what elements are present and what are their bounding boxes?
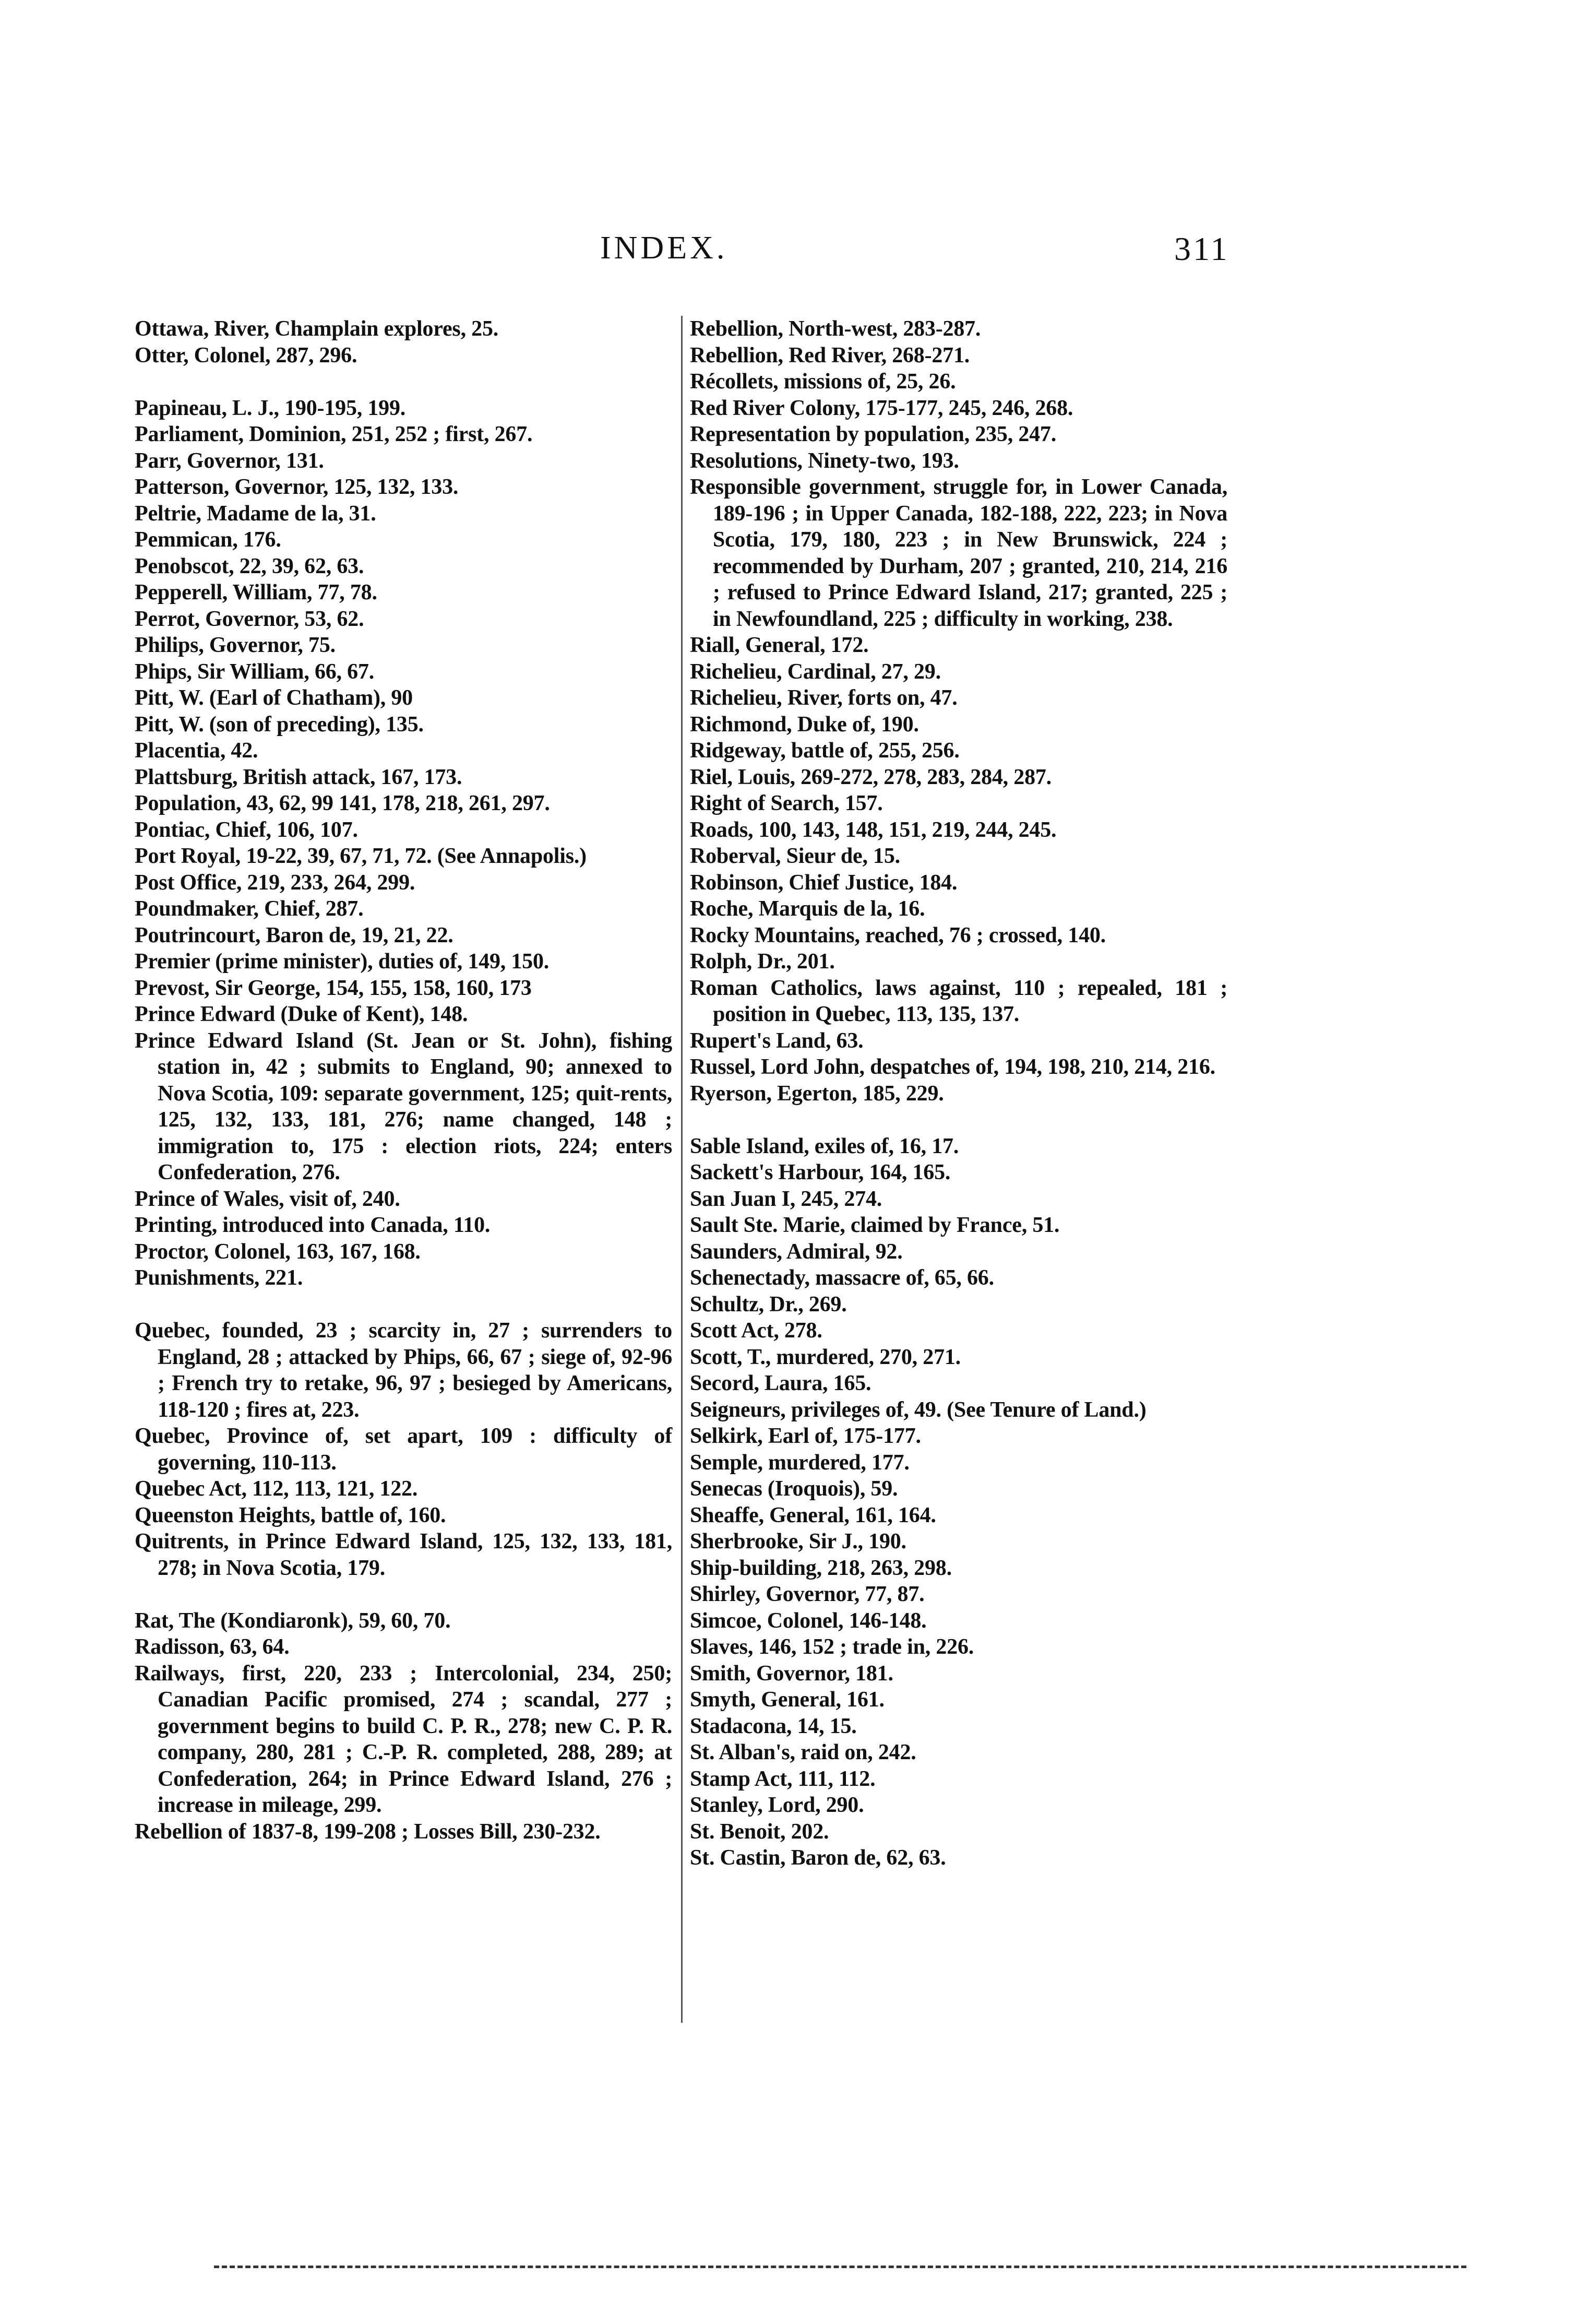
index-entry: Plattsburg, British attack, 167, 173. [135,765,462,789]
index-entry: Semple, murdered, 177. [690,1450,910,1475]
footer-rule [214,2266,1466,2268]
index-entry: Sault Ste. Marie, claimed by France, 51. [690,1213,1060,1237]
index-entry: Smith, Governor, 181. [690,1661,893,1686]
index-entry: Secord, Laura, 165. [690,1371,871,1395]
index-column-left [135,316,672,1845]
index-entry: Rebellion, Red River, 268-271. [690,343,970,367]
index-entry: St. Alban's, raid on, 242. [690,1740,916,1764]
index-entry: Placentia, 42. [135,739,258,763]
index-entry: Russel, Lord John, despatches of, 194, 198, 210, 214, 216. [690,1055,1215,1079]
index-entry: Sheaffe, General, 161, 164. [690,1503,936,1527]
index-entry: Rat, The (Kondiaronk), 59, 60, 70. [135,1608,451,1633]
index-entry: Ridgeway, battle of, 255, 256. [690,739,960,763]
index-entry: Rocky Mountains, reached, 76 ; crossed, 140. [690,923,1106,947]
index-entry: Selkirk, Earl of, 175-177. [690,1424,921,1448]
index-entry: Pontiac, Chief, 106, 107. [135,817,358,842]
index-entry: San Juan I, 245, 274. [690,1187,882,1211]
page-header [0,230,1588,277]
index-entry: Richmond, Duke of, 190. [690,712,919,737]
index-entry: Prince Edward Island (St. Jean or St. John), fishing station in, 42 ; submits to England, 90; annexed to Nova Scotia, 109: separate government, 125; quit-rents, 125, 132, 133, 181, 276; name changed, 148 ; immigration to, 175 : election riots, 224; enters Confederation, 276. [135,1028,672,1184]
index-entry: Poutrincourt, Baron de, 19, 21, 22. [135,923,453,947]
index-entry: Roman Catholics, laws against, 110 ; repealed, 181 ; position in Quebec, 113, 135, 137. [690,976,1227,1026]
index-entry: Rupert's Land, 63. [690,1028,864,1053]
index-entry: Seigneurs, privileges of, 49. (See Tenure of Land.) [690,1397,1147,1422]
index-entry: Roads, 100, 143, 148, 151, 219, 244, 245. [690,817,1057,842]
index-entry: Pemmican, 176. [135,528,281,552]
index-entry: Roche, Marquis de la, 16. [690,897,925,921]
index-entry: Roberval, Sieur de, 15. [690,844,900,868]
index-entry: Parr, Governor, 131. [135,448,324,473]
index-entry: Responsible government, struggle for, in Lower Canada, 189-196 ; in Upper Canada, 182-188, 222, 223; in Nova Scotia, 179, 180, 223 ; in New Brunswick, 224 ; recommended by Durham, 207 ; granted, 210, 214, 216 ; refused to Prince Edward Island, 217; granted, 225 ; in Newfoundland, 225 ; difficulty in working, 238. [690,475,1227,631]
index-entry: Quebec, Province of, set apart, 109 : difficulty of governing, 110-113. [135,1424,672,1475]
index-entry: Schenectady, massacre of, 65, 66. [690,1266,994,1290]
index-entry: Penobscot, 22, 39, 62, 63. [135,554,364,578]
index-entry: St. Benoit, 202. [690,1819,829,1844]
index-entry: Philips, Governor, 75. [135,633,336,657]
index-entry: Resolutions, Ninety-two, 193. [690,448,959,473]
index-entry: Proctor, Colonel, 163, 167, 168. [135,1239,421,1264]
index-entry: Peltrie, Madame de la, 31. [135,501,376,526]
index-entry: Railways, first, 220, 233 ; Intercolonial, 234, 250; Canadian Pacific promised, 274 ; scandal, 277 ; government begins to build C. P. R., 278; new C. P. R. company, 280, 281 ; C.-P. R. completed, 288, 289; at Confederation, 264; in Prince Edward Island, 276 ; increase in mileage, 299. [135,1661,672,1817]
index-entry: Rebellion of 1837-8, 199-208 ; Losses Bill, 230-232. [135,1819,601,1844]
index-entry: Schultz, Dr., 269. [690,1292,847,1317]
index-entry: Robinson, Chief Justice, 184. [690,870,958,895]
index-entry: Stadacona, 14, 15. [690,1714,857,1738]
index-entry: Quebec, founded, 23 ; scarcity in, 27 ; surrenders to England, 28 ; attacked by Phips, 66, 67 ; siege of, 92-96 ; French try to retake, 96, 97 ; besieged by Americans, 118-120 ; fires at, 223. [135,1319,672,1422]
index-entry: Port Royal, 19-22, 39, 67, 71, 72. (See Annapolis.) [135,844,587,868]
index-entry: Right of Search, 157. [690,791,883,815]
index-entry: Prince Edward (Duke of Kent), 148. [135,1002,468,1026]
index-entry: Sackett's Harbour, 164, 165. [690,1160,951,1184]
index-entry: Sable Island, exiles of, 16, 17. [690,1134,959,1158]
index-entry: Riel, Louis, 269-272, 278, 283, 284, 287. [690,765,1052,789]
index-entry: Slaves, 146, 152 ; trade in, 226. [690,1635,974,1659]
index-entry: Representation by population, 235, 247. [690,422,1057,446]
index-entry: Richelieu, River, forts on, 47. [690,686,958,710]
index-entry: Scott, T., murdered, 270, 271. [690,1345,961,1369]
index-entry: Shirley, Governor, 77, 87. [690,1582,925,1606]
index-entry: Rolph, Dr., 201. [690,950,835,974]
index-entry: Riall, General, 172. [690,633,869,657]
page-number: 311 [1174,230,1229,267]
index-entry: Sherbrooke, Sir J., 190. [690,1529,906,1554]
index-entry: Red River Colony, 175-177, 245, 246, 268. [690,396,1073,420]
index-entry: Queenston Heights, battle of, 160. [135,1503,446,1527]
index-entry: Printing, introduced into Canada, 110. [135,1213,491,1237]
index-entry: Quitrents, in Prince Edward Island, 125, 132, 133, 181, 278; in Nova Scotia, 179. [135,1529,672,1580]
index-entry: Pitt, W. (son of preceding), 135. [135,712,424,737]
index-entry: Récollets, missions of, 25, 26. [690,370,956,394]
index-entry: Stamp Act, 111, 112. [690,1766,876,1791]
index-entry: Population, 43, 62, 99 141, 178, 218, 261, 297. [135,791,550,815]
index-entry: Phips, Sir William, 66, 67. [135,659,375,684]
index-column-right [690,316,1227,1871]
index-entry: Smyth, General, 161. [690,1688,885,1712]
index-entry: Stanley, Lord, 290. [690,1793,864,1817]
index-entry: Prevost, Sir George, 154, 155, 158, 160, 173 [135,976,532,1000]
running-title: INDEX. [600,230,728,266]
index-entry: Prince of Wales, visit of, 240. [135,1187,400,1211]
index-entry: Ottawa, River, Champlain explores, 25. [135,317,499,341]
index-entry: Post Office, 219, 233, 264, 299. [135,870,415,895]
index-entry: Ryerson, Egerton, 185, 229. [690,1081,944,1106]
index-entry: Punishments, 221. [135,1266,303,1290]
column-divider [681,316,683,2023]
index-entry: Quebec Act, 112, 113, 121, 122. [135,1477,418,1501]
index-entry: Senecas (Iroquois), 59. [690,1477,898,1501]
index-entry: Saunders, Admiral, 92. [690,1239,903,1264]
index-entry: Ship-building, 218, 263, 298. [690,1556,952,1580]
index-entry: St. Castin, Baron de, 62, 63. [690,1846,946,1870]
index-entry: Simcoe, Colonel, 146-148. [690,1608,927,1633]
index-entry: Papineau, L. J., 190-195, 199. [135,396,406,420]
index-entry: Radisson, 63, 64. [135,1635,290,1659]
index-entry: Perrot, Governor, 53, 62. [135,607,364,631]
index-entry: Patterson, Governor, 125, 132, 133. [135,475,459,499]
index-entry: Richelieu, Cardinal, 27, 29. [690,659,941,684]
index-entry: Pepperell, William, 77, 78. [135,580,377,604]
index-entry: Rebellion, North-west, 283-287. [690,317,981,341]
index-entry: Premier (prime minister), duties of, 149, 150. [135,950,550,974]
index-entry: Otter, Colonel, 287, 296. [135,343,357,367]
index-entry: Scott Act, 278. [690,1319,822,1343]
index-entry: Parliament, Dominion, 251, 252 ; first, 267. [135,422,533,446]
index-entry: Pitt, W. (Earl of Chatham), 90 [135,686,413,710]
index-entry: Poundmaker, Chief, 287. [135,897,364,921]
